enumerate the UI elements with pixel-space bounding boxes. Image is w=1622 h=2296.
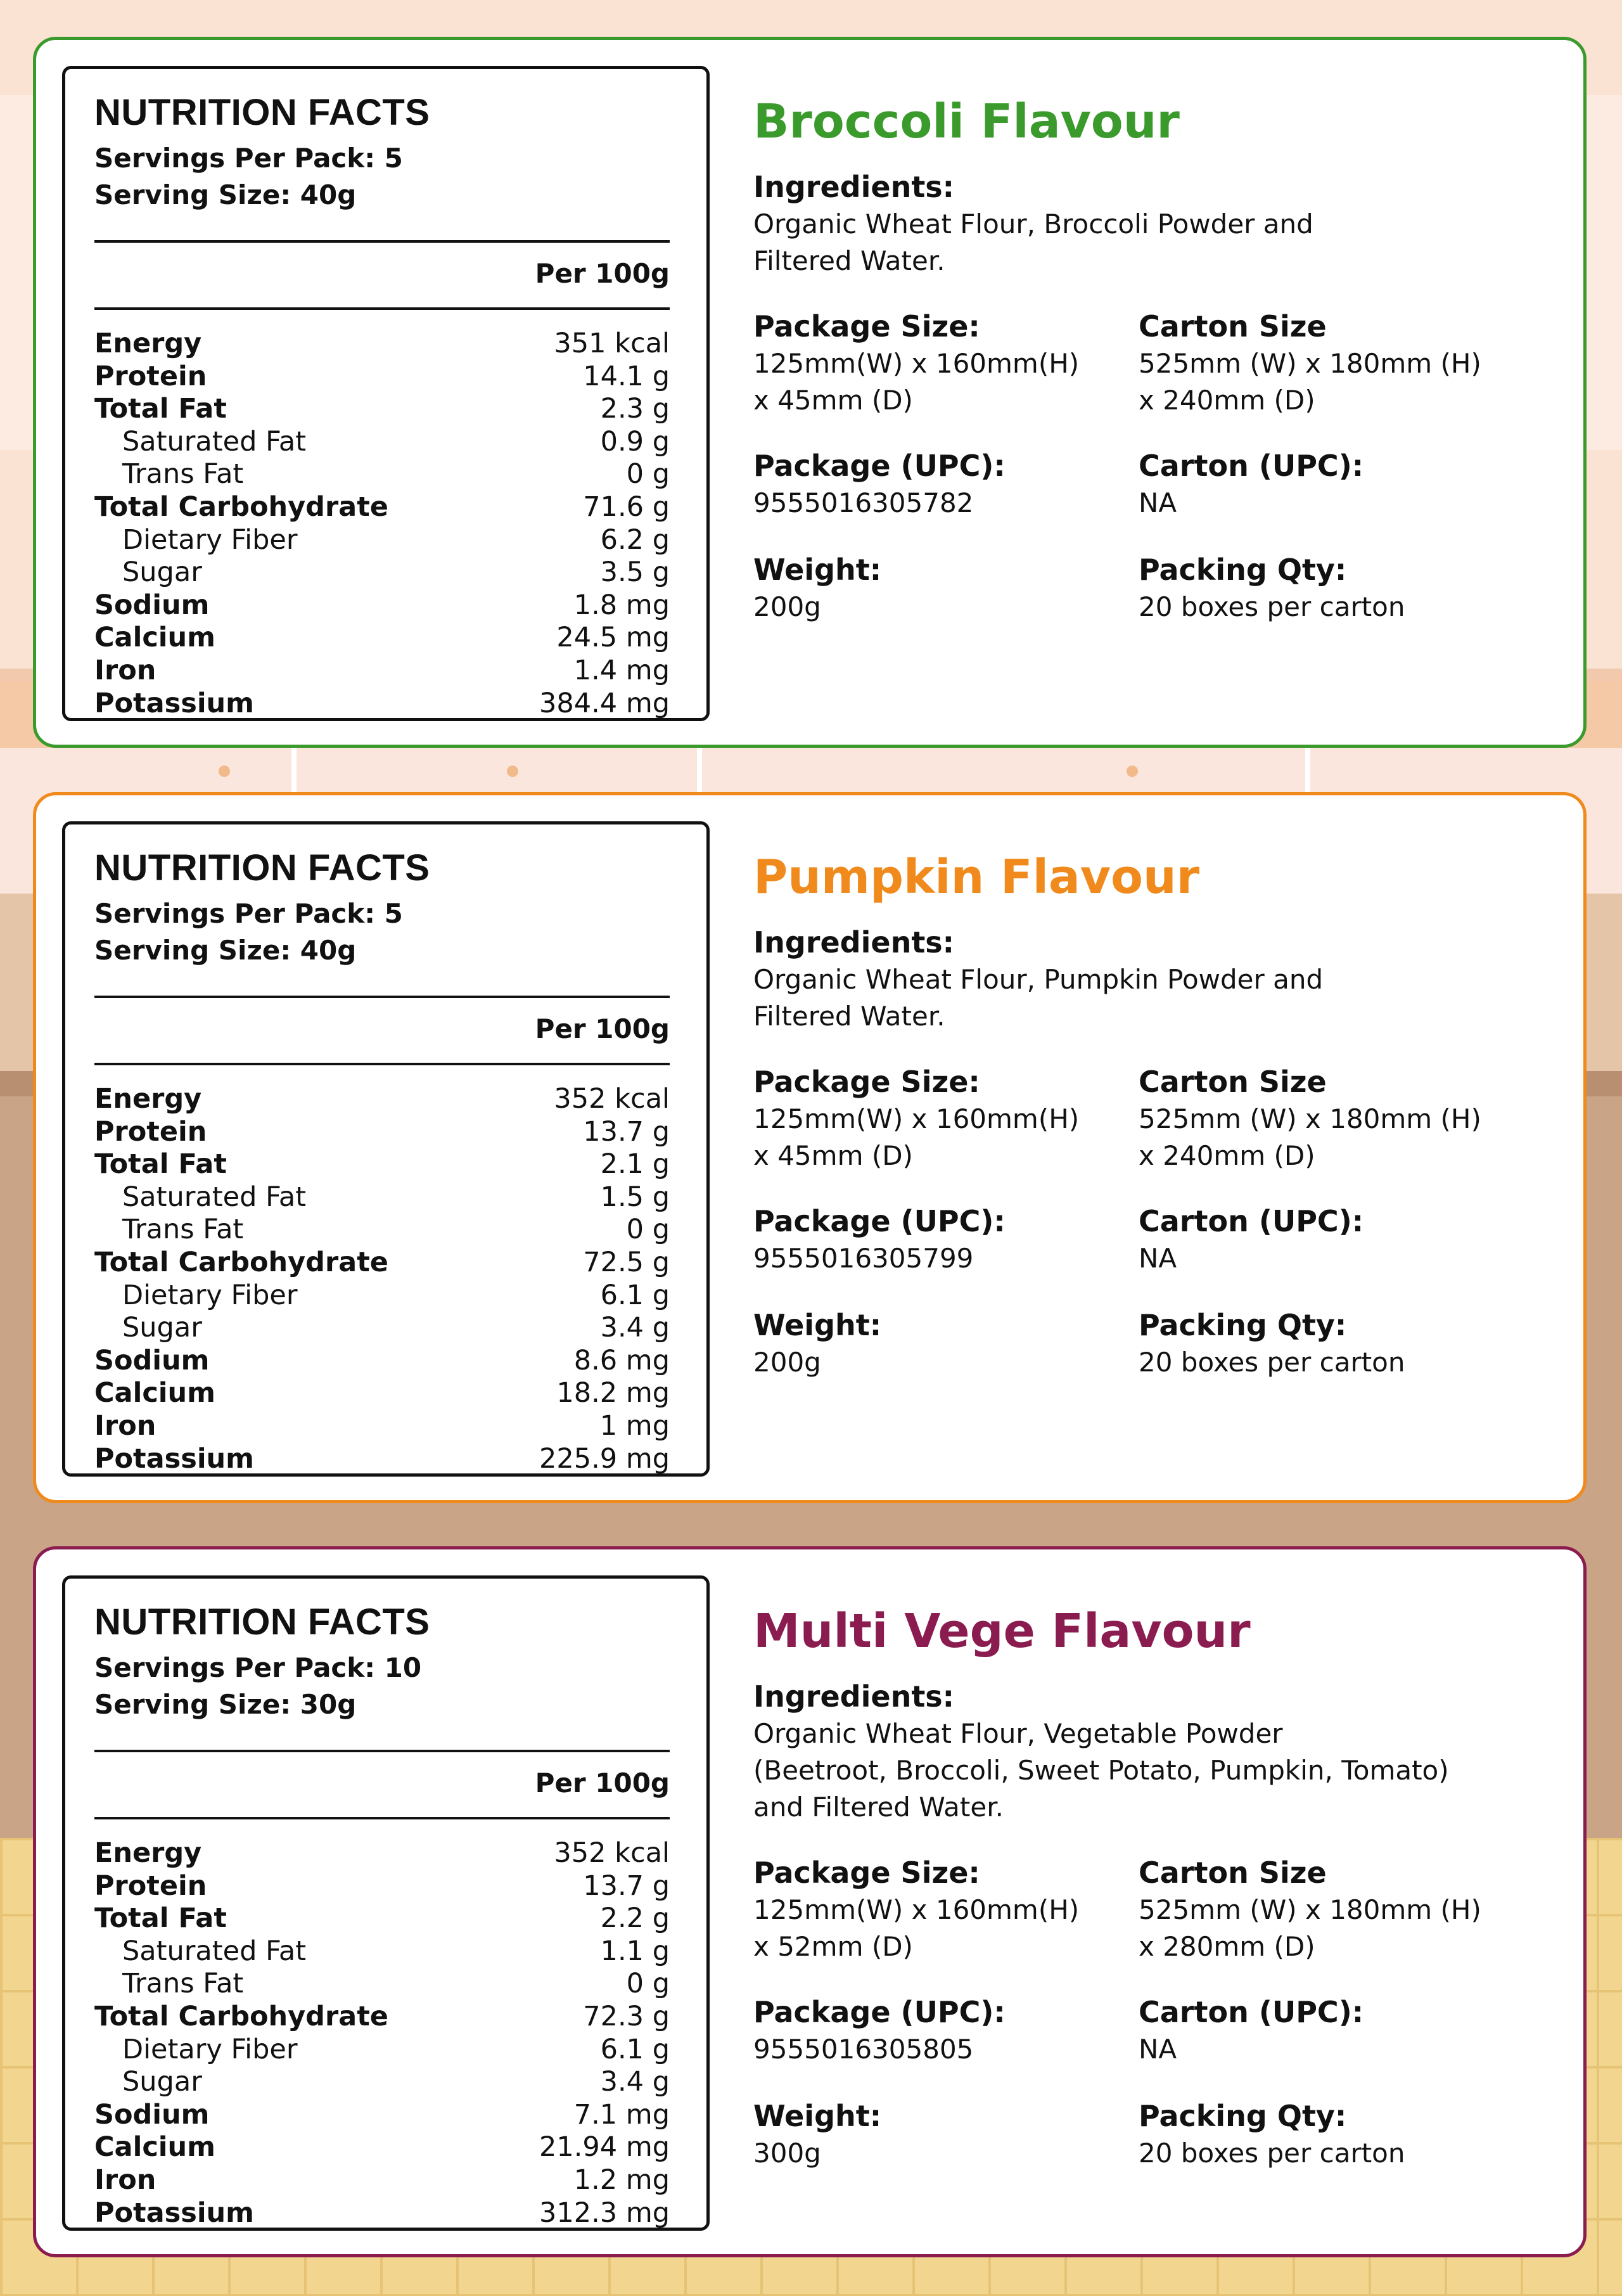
nutrition-facts-panel [62,1575,710,2231]
weight-heading: Weight: [753,1308,882,1342]
serving-size: Serving Size: 40g [94,179,357,210]
weight-block [753,1306,1139,1382]
nutrient-row-protein: Protein 13.7 g [94,1870,670,1902]
nutrient-row-protein: Protein 14.1 g [94,360,670,392]
package-size-heading: Package Size: [753,1065,980,1099]
carton-upc-value: NA [1139,2034,1177,2065]
nutrition-facts-title: NUTRITION FACTS [94,1601,430,1643]
nutrient-row-potassium: Potassium 312.3 mg [94,2197,670,2229]
carton-size-line: 525mm (W) x 180mm (H) [1139,348,1481,379]
ingredients-heading: Ingredients: [753,170,955,204]
nutrient-row-sodium: Sodium 1.8 mg [94,589,670,621]
weight-block [753,551,1139,627]
nutrient-row-sugar: Sugar 3.4 g [122,1312,670,1344]
nutrition-facts-title: NUTRITION FACTS [94,847,430,888]
package-size-block [753,1063,1139,1174]
weight-block [753,2097,1139,2173]
carton-upc-value: NA [1139,487,1177,518]
ingredients-block [753,1677,1552,1826]
package-upc-heading: Package (UPC): [753,449,1006,483]
package-size-heading: Package Size: [753,1856,980,1890]
ingredients-line: Organic Wheat Flour, Broccoli Powder and [753,208,1313,240]
ingredients-heading: Ingredients: [753,1679,955,1714]
nutrient-row-potassium: Potassium 384.4 mg [94,687,670,719]
carton-upc-block [1139,447,1544,523]
weight-value: 200g [753,591,821,622]
packing-qty-value: 20 boxes per carton [1139,2138,1405,2169]
ingredients-block [753,923,1552,1035]
nutrient-row-sodium: Sodium 7.1 mg [94,2098,670,2131]
package-size-block [753,1854,1139,1965]
weight-heading: Weight: [753,2099,882,2133]
nutrition-facts-panel [62,821,710,1477]
weight-value: 200g [753,1347,821,1378]
serving-size: Serving Size: 40g [94,935,357,966]
carton-size-heading: Carton Size [1139,1856,1327,1890]
carton-upc-block [1139,1993,1544,2069]
nutrient-row-sugar: Sugar 3.4 g [122,2066,670,2098]
product-info [753,93,1552,627]
nutrient-row-total-fat: Total Fat 2.2 g [94,1902,670,1935]
nutrient-row-iron: Iron 1 mg [94,1409,670,1442]
product-card-broccoli [33,37,1587,748]
package-upc-block [753,447,1139,523]
weight-heading: Weight: [753,553,882,587]
nutrient-list [94,1063,670,1475]
nutrient-row-total-carbohydrate: Total Carbohydrate 72.5 g [94,1246,670,1278]
package-upc-block [753,1993,1139,2069]
spec-grid [753,1854,1552,2173]
package-size-block [753,307,1139,419]
nutrient-row-iron: Iron 1.4 mg [94,654,670,686]
carton-upc-value: NA [1139,1243,1177,1274]
package-size-line: 125mm(W) x 160mm(H) [753,1894,1080,1925]
carton-upc-block [1139,1202,1544,1278]
nutrient-row-dietary-fiber: Dietary Fiber 6.1 g [122,1279,670,1311]
nutrient-row-trans-fat: Trans Fat 0 g [122,458,670,491]
package-upc-value: 9555016305805 [753,2034,974,2065]
nutrient-row-total-fat: Total Fat 2.3 g [94,393,670,425]
spec-grid [753,1063,1552,1382]
packing-qty-block [1139,551,1544,627]
nutrition-facts-title: NUTRITION FACTS [94,92,430,133]
decor-dot [219,766,230,777]
nutrient-row-saturated-fat: Saturated Fat 1.1 g [122,1935,670,1967]
carton-size-line: x 280mm (D) [1139,1931,1315,1962]
ingredients-line: Organic Wheat Flour, Vegetable Powder [753,1718,1283,1749]
nutrient-row-saturated-fat: Saturated Fat 0.9 g [122,425,670,458]
ingredients-block [753,168,1552,279]
package-size-line: x 52mm (D) [753,1931,913,1962]
nutrient-row-iron: Iron 1.2 mg [94,2164,670,2196]
nutrient-row-protein: Protein 13.7 g [94,1115,670,1148]
per-100g-header: Per 100g [535,1767,670,1799]
package-size-line: 125mm(W) x 160mm(H) [753,348,1080,379]
nutrient-list [94,307,670,720]
package-upc-block [753,1202,1139,1278]
packing-qty-heading: Packing Qty: [1139,2099,1347,2133]
nutrient-row-sugar: Sugar 3.5 g [122,556,670,589]
carton-size-block [1139,307,1544,419]
nutrient-row-calcium: Calcium 18.2 mg [94,1377,670,1409]
serving-size: Serving Size: 30g [94,1689,357,1720]
carton-size-block [1139,1063,1544,1174]
divider [94,240,670,243]
nutrient-row-trans-fat: Trans Fat 0 g [122,1968,670,2000]
carton-size-line: x 240mm (D) [1139,385,1315,416]
nutrient-row-calcium: Calcium 21.94 mg [94,2131,670,2164]
carton-size-heading: Carton Size [1139,309,1327,343]
nutrient-list [94,1817,670,2229]
ingredients-heading: Ingredients: [753,925,955,959]
carton-upc-heading: Carton (UPC): [1139,449,1364,483]
carton-upc-heading: Carton (UPC): [1139,1204,1364,1238]
nutrient-row-total-carbohydrate: Total Carbohydrate 72.3 g [94,2000,670,2032]
package-upc-value: 9555016305799 [753,1243,974,1274]
package-size-heading: Package Size: [753,309,980,343]
nutrient-row-total-fat: Total Fat 2.1 g [94,1148,670,1181]
packing-qty-block [1139,2097,1544,2173]
package-upc-heading: Package (UPC): [753,1204,1006,1238]
product-info [753,1603,1552,2173]
ingredients-line: and Filtered Water. [753,1792,1004,1823]
ingredients-line: (Beetroot, Broccoli, Sweet Potato, Pumpkin, Tomato) [753,1755,1449,1786]
nutrient-row-saturated-fat: Saturated Fat 1.5 g [122,1181,670,1213]
ingredients-line: Filtered Water. [753,1001,945,1032]
nutrient-row-energy: Energy 352 kcal [94,1083,670,1115]
carton-size-line: 525mm (W) x 180mm (H) [1139,1103,1481,1134]
divider [94,1750,670,1752]
packing-qty-value: 20 boxes per carton [1139,1347,1405,1378]
spec-grid [753,307,1552,627]
servings-per-pack: Servings Per Pack: 5 [94,898,403,929]
carton-size-heading: Carton Size [1139,1065,1327,1099]
product-title: Pumpkin Flavour [753,850,1200,904]
package-size-line: x 45mm (D) [753,1140,913,1171]
nutrient-row-potassium: Potassium 225.9 mg [94,1442,670,1475]
carton-size-block [1139,1854,1544,1965]
product-title: Broccoli Flavour [753,94,1180,149]
per-100g-header: Per 100g [535,258,670,289]
nutrition-facts-panel [62,66,710,721]
product-card-multi-vege [33,1546,1587,2257]
carton-size-line: 525mm (W) x 180mm (H) [1139,1894,1481,1925]
carton-upc-heading: Carton (UPC): [1139,1995,1364,2029]
ingredients-line: Organic Wheat Flour, Pumpkin Powder and [753,964,1324,995]
package-size-line: 125mm(W) x 160mm(H) [753,1103,1080,1134]
product-info [753,849,1552,1382]
packing-qty-block [1139,1306,1544,1382]
package-upc-heading: Package (UPC): [753,1995,1006,2029]
nutrient-row-calcium: Calcium 24.5 mg [94,622,670,654]
decor-dot [507,766,518,777]
per-100g-header: Per 100g [535,1013,670,1044]
nutrient-row-energy: Energy 352 kcal [94,1837,670,1869]
ingredients-line: Filtered Water. [753,245,945,276]
product-title: Multi Vege Flavour [753,1604,1251,1658]
servings-per-pack: Servings Per Pack: 10 [94,1652,422,1683]
nutrient-row-dietary-fiber: Dietary Fiber 6.2 g [122,523,670,556]
package-upc-value: 9555016305782 [753,487,974,518]
product-card-pumpkin [33,792,1587,1503]
packing-qty-heading: Packing Qty: [1139,553,1347,587]
servings-per-pack: Servings Per Pack: 5 [94,143,403,174]
nutrient-row-energy: Energy 351 kcal [94,328,670,359]
decor-dot [1127,766,1138,777]
packing-qty-heading: Packing Qty: [1139,1308,1347,1342]
weight-value: 300g [753,2138,821,2169]
nutrient-row-sodium: Sodium 8.6 mg [94,1344,670,1376]
nutrient-row-total-carbohydrate: Total Carbohydrate 71.6 g [94,491,670,523]
divider [94,996,670,998]
package-size-line: x 45mm (D) [753,385,913,416]
carton-size-line: x 240mm (D) [1139,1140,1315,1171]
nutrient-row-dietary-fiber: Dietary Fiber 6.1 g [122,2033,670,2065]
packing-qty-value: 20 boxes per carton [1139,591,1405,622]
nutrient-row-trans-fat: Trans Fat 0 g [122,1214,670,1246]
